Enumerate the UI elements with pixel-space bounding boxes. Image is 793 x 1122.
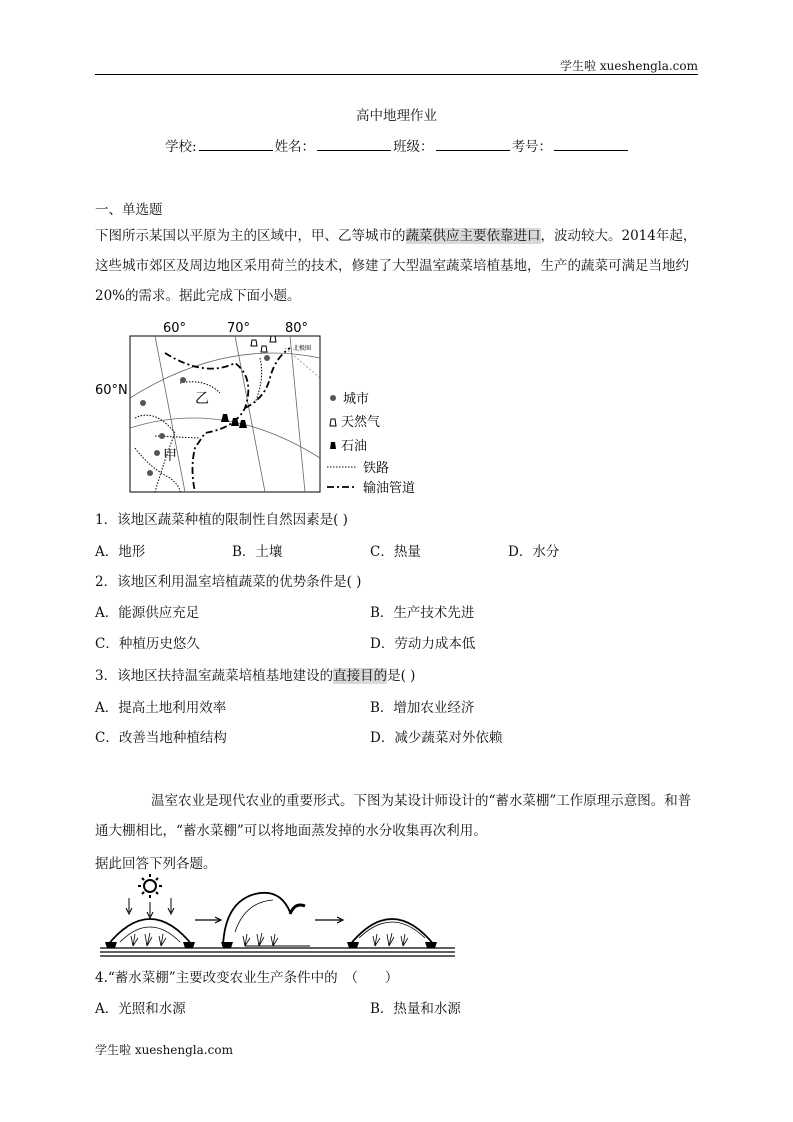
q1-stem: 1．该地区蔬菜种植的限制性自然因素是( ) bbox=[95, 512, 348, 528]
q4-option-a[interactable]: A．光照和水源 bbox=[95, 1001, 186, 1017]
sunlight-arrows bbox=[126, 898, 174, 918]
gas-icon bbox=[261, 346, 267, 352]
exam-no-label: 考号： bbox=[511, 139, 553, 155]
school-blank[interactable] bbox=[199, 138, 273, 151]
q4-stem: 4.“蓄水菜棚”主要改变农业生产条件中的 （ ） bbox=[95, 970, 399, 986]
oil-icon bbox=[239, 420, 247, 428]
section2-prompt: 据此回答下列各题。 bbox=[95, 856, 217, 872]
legend-city-icon bbox=[330, 395, 336, 401]
q2-option-b[interactable]: B．生产技术先进 bbox=[370, 605, 475, 621]
school-label: 学校: bbox=[165, 139, 197, 155]
city-dot bbox=[180, 377, 186, 383]
flow-arrow-1 bbox=[195, 917, 221, 923]
intro-highlight: 蔬菜供应主要依靠进口 bbox=[405, 228, 541, 244]
q1-option-d[interactable]: D．水分 bbox=[508, 544, 560, 560]
exam-no-blank[interactable] bbox=[554, 138, 628, 151]
sun-icon bbox=[138, 874, 162, 898]
ground-lines bbox=[100, 948, 455, 956]
name-blank[interactable] bbox=[317, 138, 391, 151]
q3-option-d[interactable]: D．减少蔬菜对外依赖 bbox=[370, 730, 503, 746]
intro-text-a: 下图所示某国以平原为主的区域中，甲、乙等城市的 bbox=[95, 228, 406, 244]
q2-stem: 2．该地区利用温室培植蔬菜的优势条件是( ) bbox=[95, 574, 362, 590]
intro-text-b: ，波动较大。2014年起，这些城市郊区及周边地区采用荷兰的技术，修建了大型温室蔬菜培植基地，生产的蔬菜可满足当地约 20%的需求。据此完成下面小题。 bbox=[95, 228, 697, 304]
legend-oil: 石油 bbox=[341, 439, 368, 454]
greenhouse-diagram bbox=[95, 872, 465, 958]
city-label-yi: 乙 bbox=[195, 391, 209, 407]
lon-label-80: 80° bbox=[285, 321, 309, 336]
page-title: 高中地理作业 bbox=[356, 108, 437, 124]
legend-city: 城市 bbox=[343, 392, 370, 407]
class-blank[interactable] bbox=[436, 138, 510, 151]
legend-gas-icon bbox=[330, 419, 336, 426]
q1-option-a[interactable]: A．地形 bbox=[95, 544, 146, 560]
lat-label-60n: 60°N bbox=[95, 383, 128, 398]
greenhouse-stage-2 bbox=[221, 893, 310, 948]
q3-stem bbox=[95, 664, 415, 684]
student-info-line bbox=[165, 135, 630, 155]
city-dot bbox=[147, 470, 153, 476]
lon-label-70: 70° bbox=[227, 321, 251, 336]
q3-option-a[interactable]: A．提高土地利用效率 bbox=[95, 700, 227, 716]
section1-heading: 一、单选题 bbox=[95, 202, 163, 218]
q4-option-b[interactable]: B．热量和水源 bbox=[370, 1001, 461, 1017]
gas-icon bbox=[270, 336, 276, 342]
q3-option-b[interactable]: B．增加农业经济 bbox=[370, 700, 475, 716]
header-rule bbox=[95, 74, 698, 75]
q2-option-d[interactable]: D．劳动力成本低 bbox=[370, 636, 476, 652]
flow-arrow-2 bbox=[315, 917, 343, 923]
legend-gas: 天然气 bbox=[341, 415, 381, 430]
q2-option-c[interactable]: C．种植历史悠久 bbox=[95, 636, 200, 652]
name-label: 姓名： bbox=[274, 139, 316, 155]
q3-stem-highlight: 直接目的 bbox=[333, 668, 388, 684]
greenhouse-stage-3 bbox=[347, 919, 437, 948]
header-site: 学生啦 xueshengla.com bbox=[560, 59, 698, 73]
section2-intro: 温室农业是现代农业的重要形式。下图为某设计师设计的“蓄水菜棚”工作原理示意图。和普通大棚相比，“蓄水菜棚”可以将地面蒸发掉的水分收集再次利用。 bbox=[95, 793, 692, 839]
city-label-jia: 甲 bbox=[163, 448, 177, 464]
region-map bbox=[95, 318, 435, 498]
city-dot bbox=[159, 433, 165, 439]
q3-option-c[interactable]: C．改善当地种植结构 bbox=[95, 730, 227, 746]
legend-oil-icon bbox=[330, 442, 336, 449]
legend-pipeline: 输油管道 bbox=[363, 481, 416, 496]
section1-intro bbox=[95, 221, 698, 311]
footer-site: 学生啦 xueshengla.com bbox=[95, 1043, 233, 1057]
sea-label: 北极圈 bbox=[293, 345, 312, 352]
city-dot bbox=[154, 450, 160, 456]
lon-label-60: 60° bbox=[163, 321, 187, 336]
q1-option-b[interactable]: B．土壤 bbox=[232, 544, 283, 560]
greenhouse-stage-1 bbox=[105, 919, 195, 948]
gas-icon bbox=[251, 340, 257, 346]
city-dot bbox=[140, 400, 146, 406]
q3-stem-a: 3．该地区扶持温室蔬菜培植基地建设的 bbox=[95, 668, 334, 684]
city-dot bbox=[264, 355, 270, 361]
class-label: 班级： bbox=[393, 139, 434, 155]
q1-option-c[interactable]: C．热量 bbox=[370, 544, 421, 560]
legend-railway: 铁路 bbox=[363, 461, 390, 476]
q3-stem-b: 是( ) bbox=[387, 668, 416, 684]
q2-option-a[interactable]: A．能源供应充足 bbox=[95, 605, 200, 621]
oil-icon bbox=[221, 414, 229, 422]
